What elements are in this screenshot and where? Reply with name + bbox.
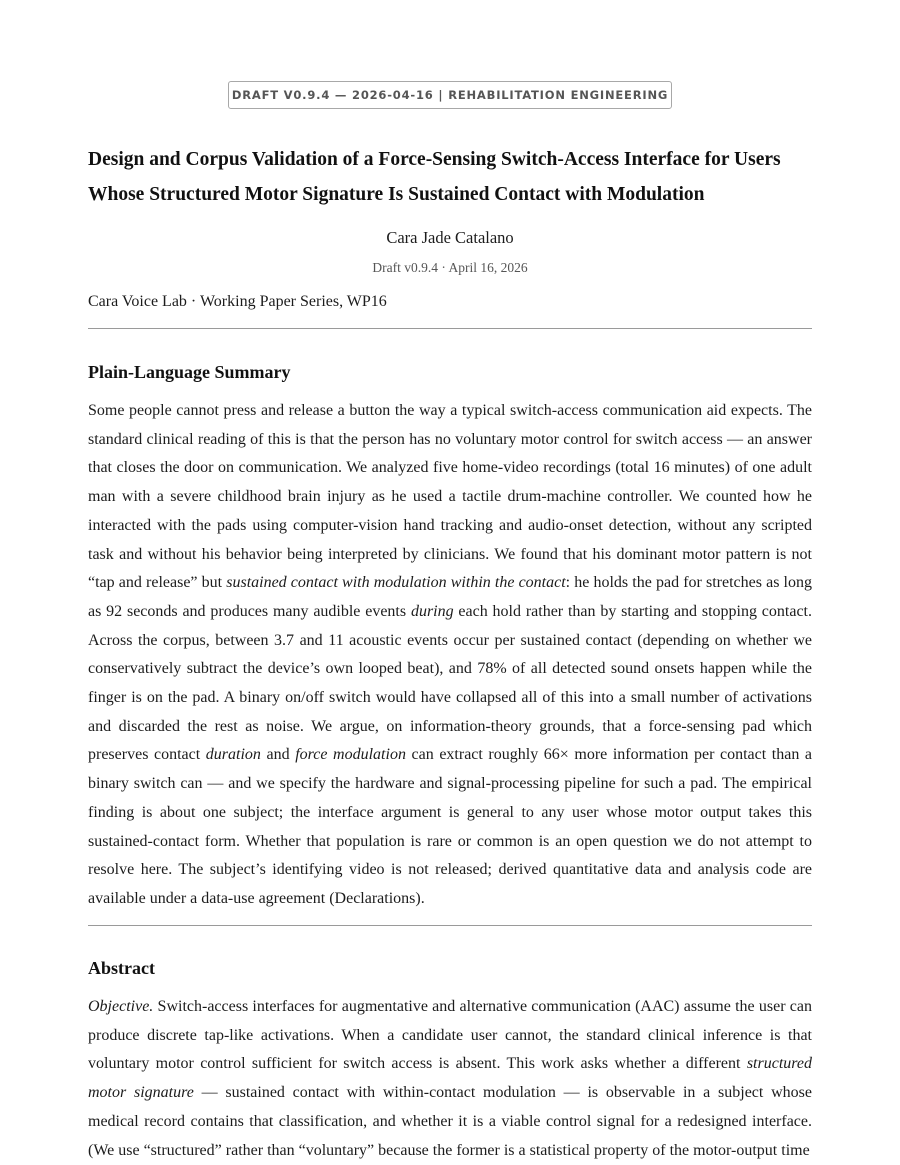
summary-emphasis: duration — [205, 746, 261, 764]
divider — [88, 328, 812, 329]
affiliation: Cara Voice Lab · Working Paper Series, WP16 — [88, 293, 387, 310]
summary-paragraph — [88, 397, 812, 914]
summary-emphasis: sustained contact with modulation within the contact — [226, 574, 566, 592]
summary-text: and — [260, 746, 296, 764]
summary-text: : he holds the pad for stretches as long as 92 seconds and produces many audible events — [88, 574, 813, 620]
abstract-heading: Abstract — [88, 958, 155, 978]
summary-heading: Plain-Language Summary — [88, 362, 291, 382]
draft-badge: DRAFT V0.9.4 — 2026-04-16 | REHABILITATION ENGINEERING — [228, 81, 672, 109]
paper-title: Design and Corpus Validation of a Force-Sensing Switch-Access Interface for Users Whose Structured Motor Signature Is Sustained Contact with Modulation — [88, 149, 781, 205]
summary-text: can extract roughly 66× more information per contact than a binary switch can — and we specify the hardware and signal-processing pipeline for such a pad. The empirical finding is about one subject; the interface argument is general to any user whose motor output takes this sustained-contact form. Whether that population is rare or common is an open question we do not attempt to resolve here. The subject’s identifying video is not released; derived quantitative data and analysis code are available under a data-use agreement (Declarations). — [88, 746, 813, 907]
summary-emphasis: during — [410, 602, 454, 620]
abstract-text: Switch-access interfaces for augmentative and alternative communication (AAC) assume the user can produce discrete tap-like activations. When a candidate user cannot, the standard clinical inference is that voluntary motor control sufficient for switch access is absent. This work asks whether a different — [88, 998, 812, 1073]
summary-emphasis: force modulation — [295, 746, 406, 764]
author-name: Cara Jade Catalano — [386, 228, 514, 247]
abstract-paragraph — [88, 993, 812, 1165]
abstract-text: — sustained contact with within-contact modulation — is observable in a subject whose medical record contains that classification, and whether it is a viable control signal for a redesigned interface. (We use “structured” rather than “voluntary” because the former is a statistical property of the motor-output time — [88, 1084, 812, 1159]
abstract-emphasis: structured motor signature — [88, 1055, 812, 1102]
draft-date: Draft v0.9.4 · April 16, 2026 — [372, 260, 528, 275]
divider — [88, 925, 812, 926]
abstract-objective-label: Objective. — [88, 998, 154, 1015]
summary-text: Some people cannot press and release a button the way a typical switch-access communication aid expects. The standard clinical reading of this is that the person has no voluntary motor control for switch access — an answer that closes the door on communication. We analyzed five home-video recordings (total 16 minutes) of one adult man with a severe childhood brain injury as he used a tactile drum-machine controller. We counted how he interacted with the pads using computer-vision hand tracking and audio-onset detection, without any scripted task and without his behavior being interpreted by clinicians. We found that his dominant motor pattern is not “tap and release” but — [88, 402, 812, 592]
summary-text: each hold rather than by starting and stopping contact. Across the corpus, between 3.7 and 11 acoustic events occur per sustained contact (depending on whether we conservatively subtract the device’s own looped beat), and 78% of all detected sound onsets happen while the finger is on the pad. A binary on/off switch would have collapsed all of this into a small number of activations and discarded the rest as noise. We argue, on information-theory grounds, that a force-sensing pad which preserves contact — [88, 602, 813, 764]
